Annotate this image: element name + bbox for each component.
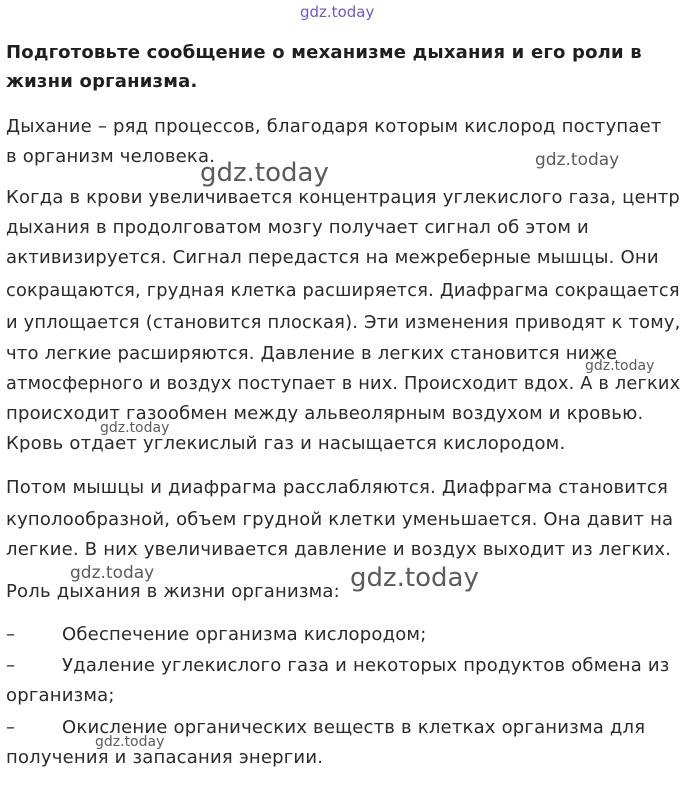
text-line: Потом мышцы и диафрагма расслабляются. Диафрагма становится xyxy=(6,477,668,498)
text-line: Дыхание – ряд процессов, благодаря которым кислород поступает xyxy=(6,116,662,137)
watermark: gdz.today xyxy=(70,563,155,583)
watermark: gdz.today xyxy=(95,734,165,750)
watermark: gdz.today xyxy=(100,420,170,436)
watermark: gdz.today xyxy=(350,563,479,593)
watermark: gdz.today xyxy=(585,358,655,374)
list-dash: – xyxy=(6,655,15,676)
roles-heading: Роль дыхания в жизни организма: xyxy=(6,581,340,602)
task-title-line-2: жизни организма. xyxy=(6,71,198,92)
text-line: происходит газообмен между альвеолярным воздухом и кровью. xyxy=(6,403,644,424)
list-item-continuation: получения и запасания энергии. xyxy=(6,747,324,768)
text-line: Когда в крови увеличивается концентрация углекислого газа, центр xyxy=(6,187,681,208)
watermark: gdz.today xyxy=(535,150,620,170)
text-line: активизируется. Сигнал передастся на межреберные мышцы. Они xyxy=(6,247,659,268)
watermark: gdz.today xyxy=(300,3,375,21)
task-title-line-1: Подготовьте сообщение о механизме дыхания и его роли в xyxy=(6,42,642,63)
text-line: легкие. В них увеличивается давление и воздух выходит из легких. xyxy=(6,539,672,560)
text-line: дыхания в продолговатом мозгу получает сигнал об этом и xyxy=(6,217,589,238)
watermark: gdz.today xyxy=(200,158,329,188)
text-line: атмосферного и воздух поступает в них. Происходит вдох. А в легких xyxy=(6,373,681,394)
text-line: Кровь отдает углекислый газ и насыщается кислородом. xyxy=(6,433,566,454)
text-line: куполообразной, объем грудной клетки уменьшается. Она давит на xyxy=(6,509,674,530)
list-item: Обеспечение организма кислородом; xyxy=(62,624,427,645)
list-dash: – xyxy=(6,624,15,645)
list-dash: – xyxy=(6,717,15,738)
text-line: сокращаются, грудная клетка расширяется. Диафрагма сокращается xyxy=(6,280,680,301)
text-line: в организм человека. xyxy=(6,146,216,167)
list-item: Окисление органических веществ в клетках организма для xyxy=(62,717,646,738)
text-line: что легкие расширяются. Давление в легких становится ниже xyxy=(6,343,618,364)
text-line: и уплощается (становится плоская). Эти изменения приводят к тому, xyxy=(6,312,681,333)
list-item: Удаление углекислого газа и некоторых продуктов обмена из xyxy=(62,655,670,676)
list-item-continuation: организма; xyxy=(6,685,115,706)
